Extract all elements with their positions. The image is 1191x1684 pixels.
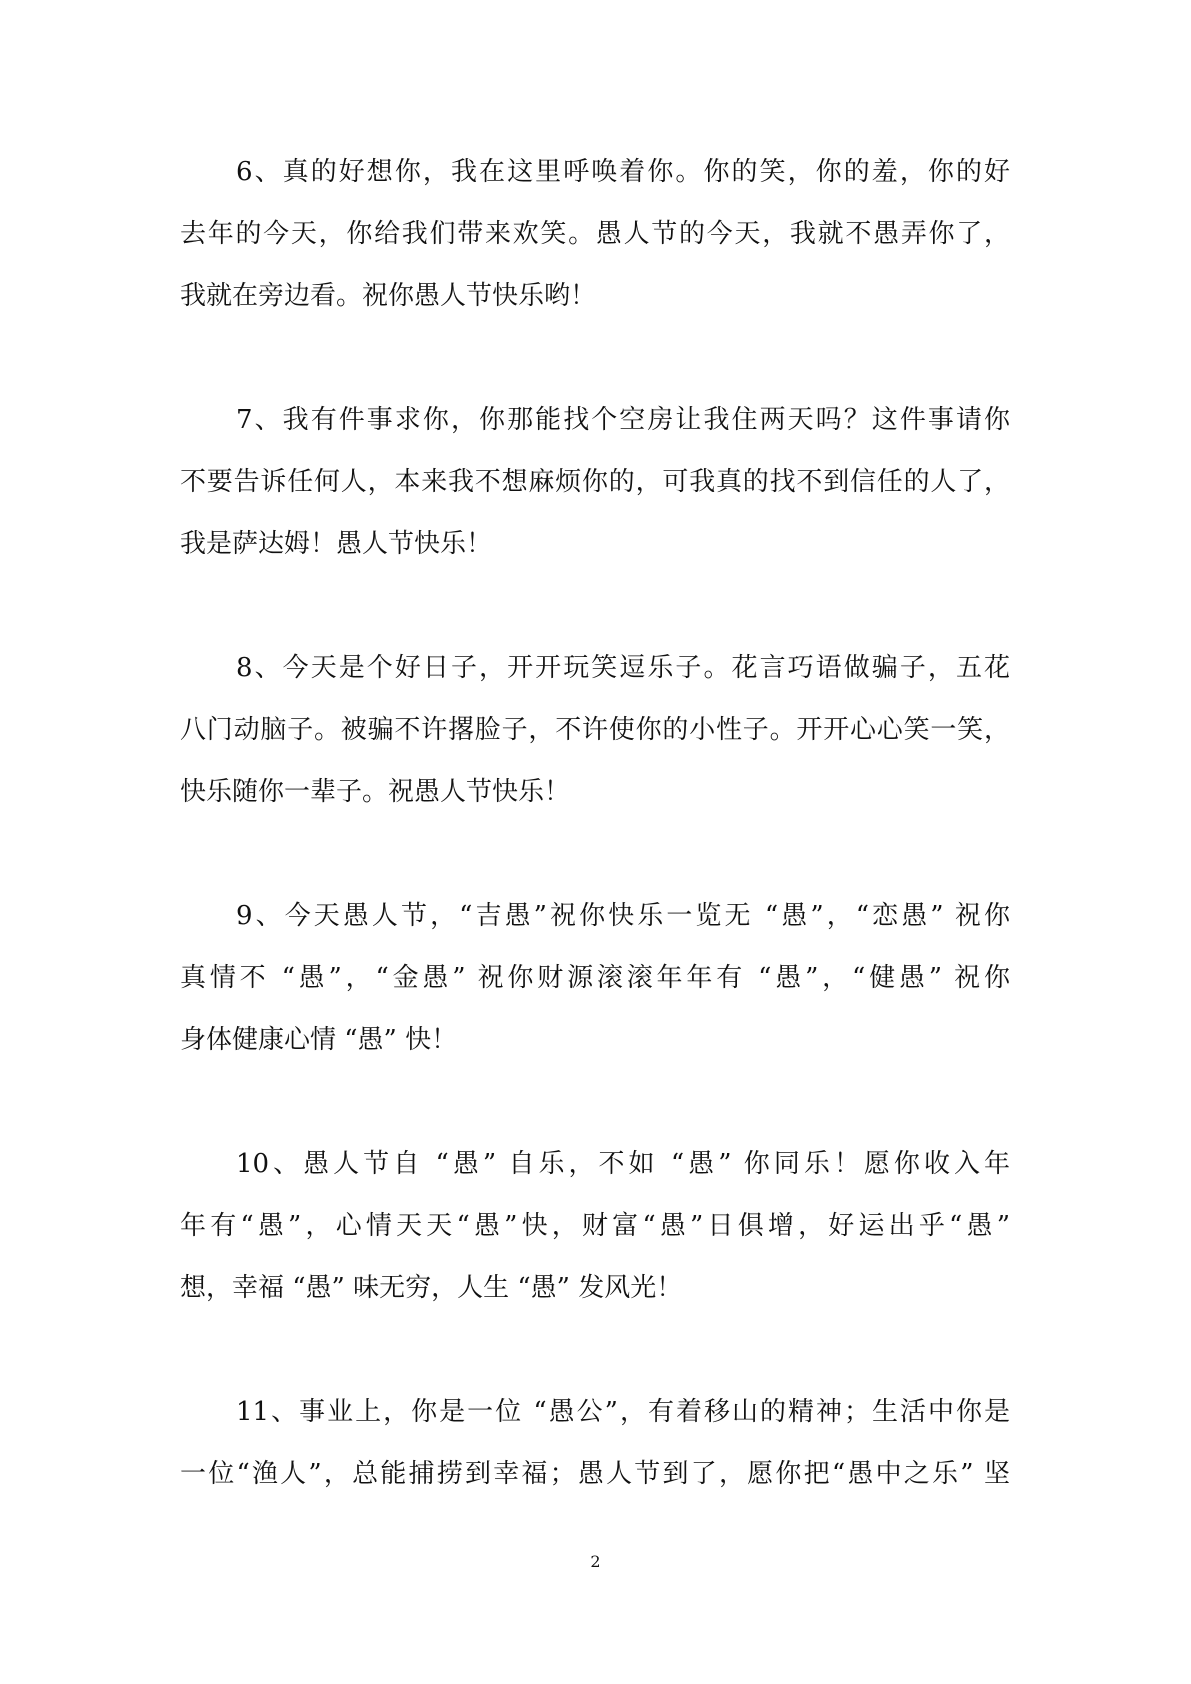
page-number: 2 [590,1552,601,1571]
paragraph-line: 一位“渔人”，总能捕捞到幸福；愚人节到了，愿你把“愚中之乐” 坚 [180,1459,1010,1489]
paragraph-10 [180,1133,1010,1319]
paragraph-11 [180,1381,1010,1505]
paragraph-line: 快乐随你一辈子。祝愚人节快乐！ [180,777,571,807]
paragraph-7 [180,389,1010,575]
paragraph-line: 身体健康心情 “愚” 快！ [180,1025,458,1055]
paragraph-line: 想，幸福 “愚” 味无穷，人生 “愚” 发风光！ [180,1273,683,1303]
paragraph-line: 7、我有件事求你，你那能找个空房让我住两天吗？这件事请你 [236,405,1010,435]
paragraph-line: 11、事业上，你是一位 “愚公”，有着移山的精神；生活中你是 [236,1397,1010,1427]
paragraph-6 [180,141,1010,327]
paragraph-line: 真情不 “愚”，“金愚” 祝你财源滚滚年年有 “愚”，“健愚” 祝你 [180,963,1010,993]
paragraph-9 [180,885,1010,1071]
paragraph-line: 6、真的好想你，我在这里呼唤着你。你的笑，你的羞，你的好 [236,157,1010,187]
paragraph-line: 9、今天愚人节，“吉愚”祝你快乐一览无 “愚”，“恋愚” 祝你 [236,901,1010,931]
paragraph-line: 10、愚人节自 “愚” 自乐，不如 “愚” 你同乐！愿你收入年 [236,1149,1010,1179]
paragraph-line: 去年的今天，你给我们带来欢笑。愚人节的今天，我就不愚弄你了， [180,219,1010,249]
paragraph-line: 我是萨达姆！愚人节快乐！ [180,529,493,559]
paragraph-line: 八门动脑子。被骗不许撂脸子，不许使你的小性子。开开心心笑一笑， [180,715,1010,745]
paragraph-line: 我就在旁边看。祝你愚人节快乐哟！ [180,281,597,311]
paragraph-line: 年有“愚”，心情天天“愚”快，财富“愚”日俱增，好运出乎“愚” [180,1211,1010,1241]
paragraph-8 [180,637,1010,823]
paragraph-line: 8、今天是个好日子，开开玩笑逗乐子。花言巧语做骗子，五花 [236,653,1010,683]
paragraph-line: 不要告诉任何人，本来我不想麻烦你的，可我真的找不到信任的人了， [180,467,1010,497]
